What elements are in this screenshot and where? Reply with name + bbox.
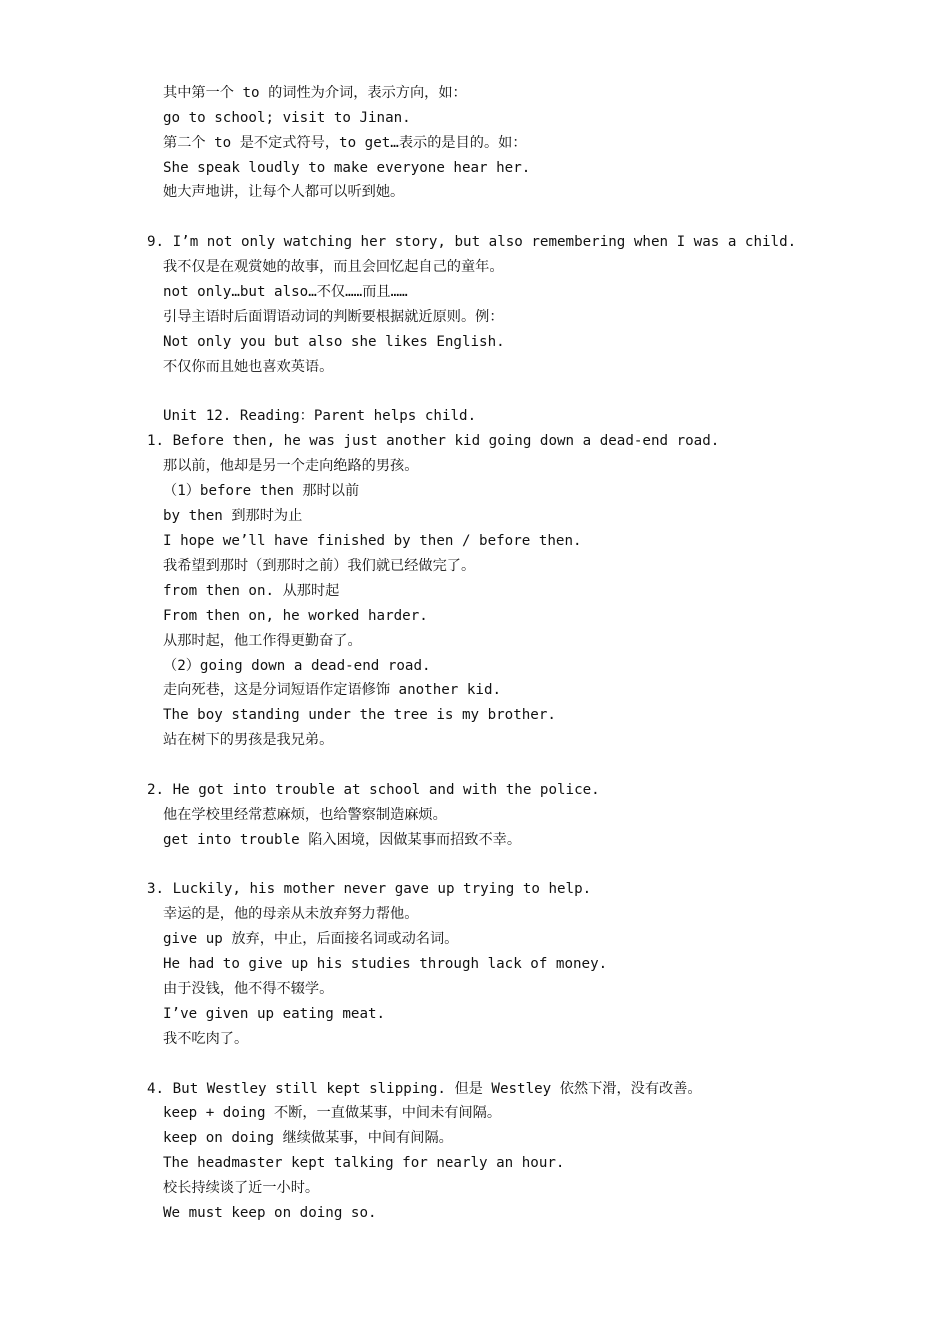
- text-line: keep on doing 继续做某事，中间有间隔。: [163, 1130, 453, 1146]
- text-line: The boy standing under the tree is my brother.: [163, 707, 556, 723]
- numbered-item-heading: 3. Luckily, his mother never gave up trying to help.: [147, 881, 592, 897]
- text-line: He had to give up his studies through lack of money.: [163, 956, 608, 972]
- numbered-item-heading: 4. But Westley still kept slipping. 但是 Westley 依然下滑，没有改善。: [147, 1081, 702, 1097]
- text-line: From then on, he worked harder.: [163, 608, 428, 624]
- text-line: 她大声地讲，让每个人都可以听到她。: [163, 184, 405, 200]
- text-line: get into trouble 陷入困境，因做某事而招致不幸。: [163, 832, 522, 848]
- text-line: not only…but also…不仅……而且……: [163, 284, 408, 300]
- text-line: I hope we’ll have finished by then / before then.: [163, 533, 582, 549]
- text-line: 他在学校里经常惹麻烦，也给警察制造麻烦。: [163, 807, 447, 823]
- numbered-item-heading: 1. Before then, he was just another kid going down a dead-end road.: [147, 433, 720, 449]
- text-line: 引导主语时后面谓语动词的判断要根据就近原则。例：: [163, 309, 504, 325]
- text-line: 校长持续谈了近一小时。: [163, 1180, 320, 1196]
- text-line: from then on. 从那时起: [163, 583, 340, 599]
- text-line: 那以前，他却是另一个走向绝路的男孩。: [163, 458, 419, 474]
- text-line: The headmaster kept talking for nearly an hour.: [163, 1155, 565, 1171]
- text-line: 从那时起，他工作得更勤奋了。: [163, 633, 362, 649]
- text-line: 其中第一个 to 的词性为介词，表示方向，如：: [163, 85, 467, 101]
- text-line: by then 到那时为止: [163, 508, 303, 524]
- text-line: I’ve given up eating meat.: [163, 1006, 386, 1022]
- text-line: （2）going down a dead-end road.: [163, 658, 431, 674]
- text-line: We must keep on doing so.: [163, 1205, 377, 1221]
- text-line: 不仅你而且她也喜欢英语。: [163, 359, 334, 375]
- text-line: She speak loudly to make everyone hear her.: [163, 160, 531, 176]
- text-line: 幸运的是，他的母亲从未放弃努力帮他。: [163, 906, 419, 922]
- text-line: keep + doing 不断，一直做某事，中间未有间隔。: [163, 1105, 502, 1121]
- text-line: 我不仅是在观赏她的故事，而且会回忆起自己的童年。: [163, 259, 504, 275]
- text-line: give up 放弃，中止，后面接名词或动名词。: [163, 931, 459, 947]
- text-line: 走向死巷，这是分词短语作定语修饰 another kid.: [163, 682, 502, 698]
- text-line: 我不吃肉了。: [163, 1031, 249, 1047]
- text-line: 站在树下的男孩是我兄弟。: [163, 732, 334, 748]
- text-line: 我希望到那时（到那时之前）我们就已经做完了。: [163, 558, 476, 574]
- text-line: （1）before then 那时以前: [163, 483, 360, 499]
- text-line: 第二个 to 是不定式符号，to get…表示的是目的。如：: [163, 135, 527, 151]
- text-line: 由于没钱，他不得不辍学。: [163, 981, 334, 997]
- text-line: go to school; visit to Jinan.: [163, 110, 411, 126]
- numbered-item-heading: 2. He got into trouble at school and with the police.: [147, 782, 600, 798]
- text-line: Not only you but also she likes English.: [163, 334, 505, 350]
- numbered-item-heading: 9. I’m not only watching her story, but also remembering when I was a child.: [147, 234, 797, 250]
- unit-heading: Unit 12. Reading：Parent helps child.: [163, 408, 477, 424]
